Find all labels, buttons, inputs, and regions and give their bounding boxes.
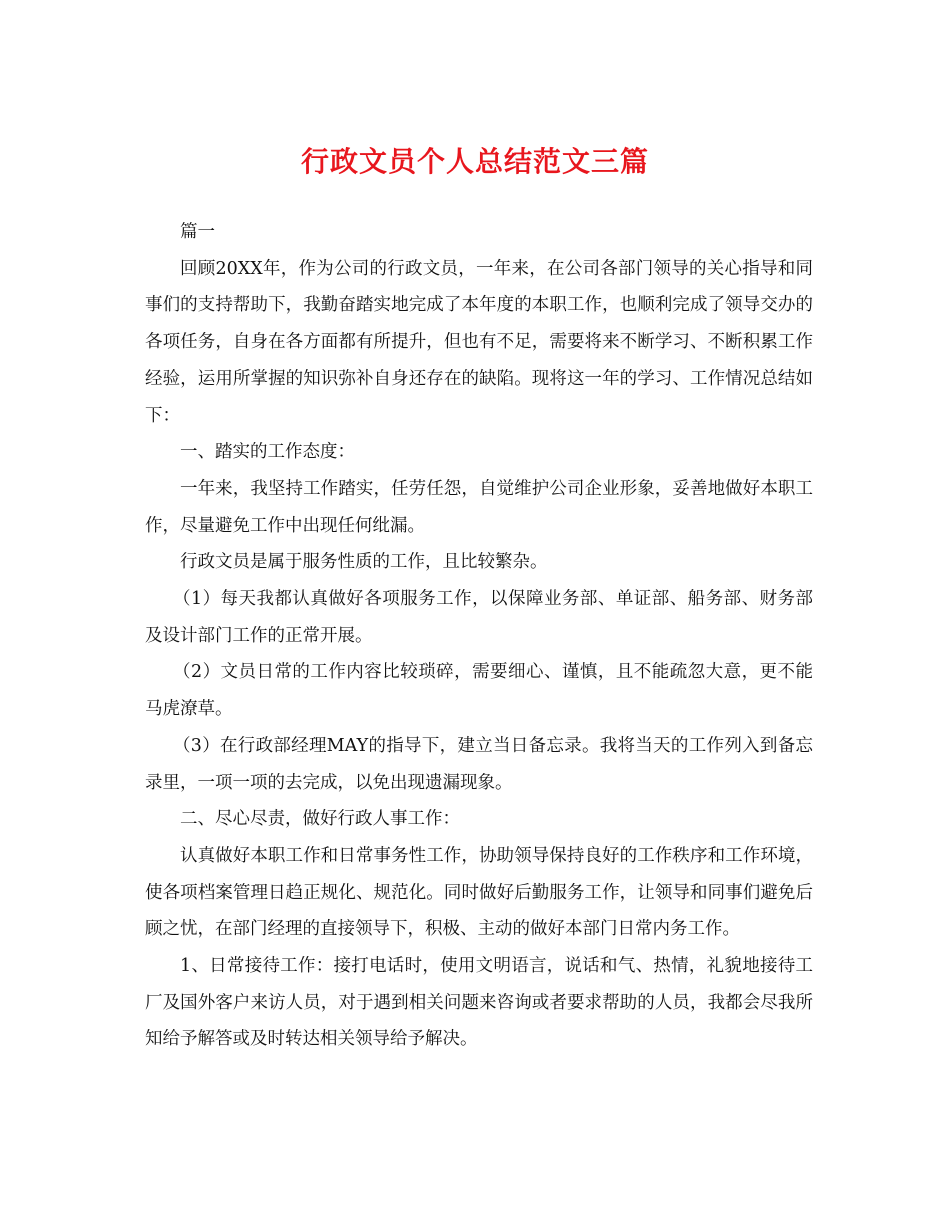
section-heading-part-one: 篇一 xyxy=(180,222,215,242)
section-heading-work-attitude: 一、踏实的工作态度： xyxy=(180,442,355,463)
paragraph-review: 回顾20XX年，作为公司的行政文员，一年来，在公司各部门领导的关心指导和同事们的支持帮助下，我勤奋踏实地完成了本年度的本职工作，也顺利完成了领导交办的各项任务，自身在各方面都有所提升，但也有不足，需要将来不断学习、不断积累工作经验，运用所掌握的知识弥补自身还存在的缺陷。现将这一年的学习、工作情况总结如下： xyxy=(145,258,813,426)
list-item-2: （2）文员日常的工作内容比较琐碎，需要细心、谨慎，且不能疏忽大意，更不能马虎潦草。 xyxy=(145,662,813,720)
paragraph-service-nature: 行政文员是属于服务性质的工作，且比较繁杂。 xyxy=(180,552,548,573)
list-item-1: （1）每天我都认真做好各项服务工作，以保障业务部、单证部、船务部、财务部及设计部门工作的正常开展。 xyxy=(145,589,813,646)
paragraph-admin-hr: 认真做好本职工作和日常事务性工作，协助领导保持良好的工作秩序和工作环境，使各项档案管理日趋正规化、规范化。同时做好后勤服务工作，让领导和同事们避免后顾之忧，在部门经理的直接领导下，积极、主动的做好本部门日常内务工作。 xyxy=(145,845,813,940)
paragraph-reception: 1、日常接待工作：接打电话时，使用文明语言，说话和气、热情，礼貌地接待工厂及国外客户来访人员，对于遇到相关问题来咨询或者要求帮助的人员，我都会尽我所知给予解答或及时转达相关领导给予解决。 xyxy=(145,956,813,1050)
section-heading-admin-hr: 二、尽心尽责，做好行政人事工作： xyxy=(180,809,460,830)
list-item-3: （3）在行政部经理MAY的指导下，建立当日备忘录。我将当天的工作列入到备忘录里，一项一项的去完成，以免出现遗漏现象。 xyxy=(145,735,813,793)
document-title: 行政文员个人总结范文三篇 xyxy=(300,145,649,178)
paragraph-work-attitude: 一年来，我坚持工作踏实，任劳任怨，自觉维护公司企业形象，妥善地做好本职工作，尽量避免工作中出现任何纰漏。 xyxy=(145,478,813,536)
document-body xyxy=(145,214,813,1058)
